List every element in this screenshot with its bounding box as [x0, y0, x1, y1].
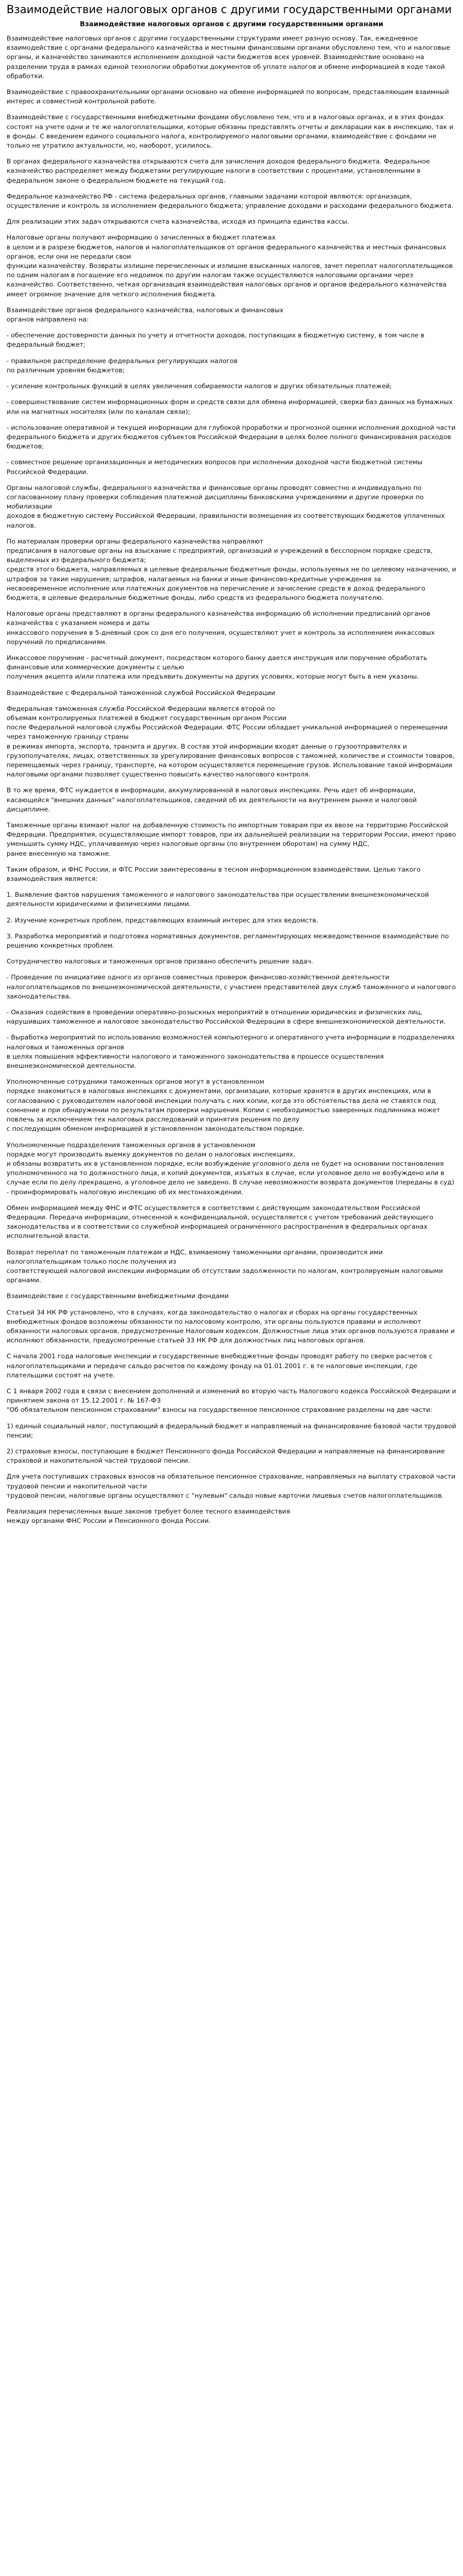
paragraph: Взаимодействие налоговых органов с другими государственными структурами имеет разную основу. Так, ежедневное взаимодействие с органами федерального казначейства и местными финансовыми органами обусловлено тем, что и налоговые органы, и казначейство занимаются исполнением доходной части бюджетов всех уровней. Взаимодействие основано на разделении труда в рамках единой технологии обработки документов об уплате налогов и обмене информацией в коде такой обработки.: [7, 34, 450, 80]
paragraph: В органах федерального казначейства открываются счета для зачисления доходов федерального бюджета. Федеральное казначейство распределяет между бюджетами регулирующие налоги в соответствии с процентами, установленными в федеральном законе о федеральном бюджете на текущий год.: [7, 157, 430, 184]
paragraph: С начала 2001 года налоговые инспекции и государственные внебюджетные фонды проводят работу по сверке расчетов с налогоплательщиками и передаче сальдо расчетов по каждому фонду на 01.01.2001 г. в те налоговые инспекции, где плательщики состоят на учете.: [7, 1352, 433, 1379]
paragraph: 1. Выявление фактов нарушения таможенного и налогового законодательства при осуществлении внешнеэкономической деятельности юридическими и физическими лицами.: [7, 891, 429, 908]
paragraph: Взаимодействие органов федерального казначейства, налоговых и финансовых органов направлено на:: [7, 306, 284, 324]
paragraph: Органы налоговой службы, федерального казначейства и финансовые органы проводят совместно и индивидуально по согласованному плану проверки соблюдения платежной дисциплины банковскими учреждениями и другие проверки по мобилизации доходов в бюджетную систему Российской Федерации, правильности возмещения из соответствующих бюджетов уплаченных налогов.: [7, 483, 445, 529]
paragraph: Уполномоченные сотрудники таможенных органов могут в установленном порядке знакомиться в налоговых инспекциях с документами, организации, которые хранятся в других инспекциях, или в согласованию с руководителем налоговой инспекции получать с них копии, когда это обстоятельства дела не ставятся под сомнение и при обнаружении по результатам проверки нарушения. Копии с необходимостью заверенных подлинника может повлечь за исключением тех налоговых расследований и принятия решения по делу с последующим обменом информацией в установленном законодательством порядке.: [7, 1078, 441, 1133]
paragraph: - Оказания содействия в проведении оперативно-розыскных мероприятий в отношении юридических и физических лиц, нарушивших таможенное и налоговое законодательство Российской Федерации в сфере внешнеэкономической деятельности.: [7, 1008, 446, 1026]
paragraph: Налоговые органы получают информацию о зачисленных в бюджет платежах в целом и в разрезе бюджетов, налогов и налогоплательщиков от органов федерального казначейства и местных финансовых органов, если они не передали свои функции казначейству. Возвраты излишне перечисленных и излишне взысканных налогов, зачет переплат налогоплательщиков по одним налогам в погашение его недоимок по другим налогам также осуществляются налоговыми органами через казначейство. Соответственно, четкая организация взаимодействия налоговых органов и органов федерального казначейства имеет огромное значение для четкого исполнения бюджета.: [7, 233, 453, 298]
paragraph: 2. Изучение конкретных проблем, представляющих взаимный интерес для этих ведомств.: [7, 916, 319, 924]
paragraph: Федеральная таможенная служба Российской Федерации является второй по объемам контролируемых платежей в бюджет государственным органом России после Федеральной налоговой службы Российской Федерации. ФТС России обладает уникальной информацией о перемещении через таможенную границу страны в режимах импорта, экспорта, транзита и других. В состав этой информации входят данные о грузоотправителях и грузополучателях, лицах, ответственных за урегулирование финансовых вопросов с таможней, количестве и стоимости товаров, перемещаемых через границу, транспорте, на котором осуществляется перемещение грузов. Использование такой информации налоговыми органами позволяет существенно повысить качество налогового контроля.: [7, 704, 455, 779]
page-title: Взаимодействие налоговых органов с другими государственными органами: [7, 3, 452, 16]
paragraph: Уполномоченные подразделения таможенных органов в установленном порядке могут производить выемку документов по делам о налоговых инспекциях, и обязаны возвратить их в установленном порядке, если возбуждение уголовного дела не будет на основании постановления уполномоченного на то должностного лица, и копий документов, изъятых в случае, если уголовное дело не возбуждено или в случае если по делу прекращено, а уголовное дело не заведено. В случае невозможности возврата документов (переданы в суд) - проинформировать налоговую инспекцию об их местонахождении.: [7, 1141, 455, 1196]
paragraph: Таможенные органы взимают налог на добавленную стоимость по импортным товарам при их ввозе на территорию Российской Федерации. Предприятия, осуществляющие импорт товаров, при их дальнейшей реализации на территории России, имеют право уменьшить сумму НДС, уплачиваемую через налоговые органы (по внутреннем оборотам) на сумму НДС, ранее внесенную на таможне.: [7, 821, 456, 857]
paragraph: Возврат переплат по таможенным платежам и НДС, взимаемому таможенными органами, производится ими налогоплательщикам только после получения из соответствующей налоговой инспекции информации об отсутствии задолженности по налогам, контролируемым налоговыми органами.: [7, 1248, 443, 1284]
paragraph: По материалам проверки органы федерального казначейства направляют предписания в налоговые органы на взыскание с предприятий, организаций и учреждений в бесспорном порядке средств, выделенных из федерального бюджета; средств этого бюджета, направляемых в целевые федеральные бюджетные фонды, используемых не по целевому назначению, и штрафов за такие нарушения; штрафов, налагаемых на банки и иные финансово-кредитные учреждения за несвоевременное исполнение или платежных документов на перечисление и зачисление средств в доход федерального бюджета, в целевые федеральные бюджетные фонды, либо средств из федерального бюджета получателю.: [7, 537, 456, 601]
article-body: [7, 34, 456, 1526]
paragraph: Взаимодействие с государственными внебюджетными фондами: [7, 1292, 229, 1300]
paragraph: Налоговые органы представляют в органы федерального казначейства информацию об исполнении предписаний органов казначейства с указанием номера и даты инкассового поручения в 5-дневный срок со дня его получения, осуществляют учет и контроль за исполнением инкассовых поручений по предписаниям.: [7, 610, 435, 646]
paragraph: Реализация перечисленных выше законов требует более тесного взаимодействия между органами ФНС России и Пенсионного фонда России.: [7, 1508, 290, 1525]
paragraph: Статьей 34 НК РФ установлено, что в случаях, когда законодательство о налогах и сборах на органы государственных внебюджетных фондов возложены обязанности по налоговому контролю, эти органы пользуются правами и исполняют обязанности налоговых органов, предусмотренные Налоговым кодексом. Должностные лица этих органов пользуются правами и исполняют обязанности, предусмотренные статьей 33 НК РФ для должностных лиц налоговых органов.: [7, 1308, 455, 1345]
paragraph: Таким образом, и ФНС России, и ФТС России заинтересованы в тесном информационном взаимодействии. Целью такого взаимодействия является:: [7, 865, 421, 883]
paragraph: Взаимодействие с Федеральной таможенной службой Российской Федерации: [7, 688, 276, 697]
paragraph: 3. Разработка мероприятий и подготовка нормативных документов, регламентирующих межведомственное взаимодействие по решению конкретных проблем.: [7, 932, 449, 950]
paragraph: В то же время, ФТС нуждается в информации, аккумулированной в налоговых инспекциях. Речь идет об информации, касающейся "внешних данных" налогоплательщиков, сведений об их деятельности на внутреннем рынке и налоговой дисциплине.: [7, 786, 417, 813]
paragraph: - обеспечение достоверности данных по учету и отчетности доходов, поступающих в бюджетную систему, в том числе в федеральный бюджет;: [7, 331, 425, 349]
paragraph: - совершенствование систем информационных форм и средств связи для обмена информацией, сверки баз данных на бумажных или на магнитных носителях (или по каналам связи);: [7, 398, 453, 416]
paragraph: Взаимодействие с правоохранительными органами основано на обмене информацией по вопросам, представляющим взаимный интерес и совместной контрольной работе.: [7, 88, 449, 106]
paragraph: - правильное распределение федеральных регулирующих налогов по различным уровням бюджетов;: [7, 357, 238, 374]
paragraph: - использование оперативной и текущей информации для глубокой проработки и прогнозной оценки исполнения доходной части федерального бюджета и других бюджетов субъектов Российской Федерации в целях более полного финансирования расходов бюджетов;: [7, 423, 456, 451]
paragraph: - Выработка мероприятий по использованию возможностей компьютерного и оперативного учета информации в подразделениях налоговых и таможенных органов в целях повышения эффективности налогового и таможенного законодательства в процессе осуществления внешнеэкономической деятельности.: [7, 1033, 455, 1070]
paragraph: Обмен информацией между ФНС и ФТС осуществляется в соответствии с действующим законодательством Российской Федерации. Передача информации, отнесенной к конфиденциальной, осуществляется с учетом требований действующего законодательства и в соответствии со служебной информацией ограниченного распространения в федеральных органах исполнительной власти.: [7, 1204, 433, 1240]
article-subtitle: Взаимодействие налоговых органов с другими государственными органами: [79, 20, 384, 28]
paragraph: С 1 января 2002 года в связи с внесением дополнений и изменений во вторую часть Налогового кодекса Российской Федерации и принятием закона от 15.12.2001 г. № 167-ФЗ "Об обязательном пенсионном страховании" взносы на государственное пенсионное страхование разделены на две части:: [7, 1387, 456, 1414]
paragraph: Федеральное казначейство РФ - система федеральных органов, главными задачами которой являются: организация, осуществление и контроль за исполнением федерального бюджета; управление доходами и расходами федерального бюджета.: [7, 192, 454, 210]
paragraph: - Проведение по инициативе одного из органов совместных проверок финансово-хозяйственной деятельности налогоплательщиков по внешнеэкономической деятельности, с участием представителей двух служб таможенного и налогового законодательства.: [7, 973, 456, 1000]
paragraph: 2) страховые взносы, поступающие в бюджет Пенсионного фонда Российской Федерации и направляемые на финансирование страховой и накопительной частей трудовой пенсии.: [7, 1447, 445, 1465]
paragraph: Инкассовое поручение - расчетный документ, посредством которого банку дается инструкция или поручение обработать финансовые или коммерческие документы с целью получения акцепта и/или платежа или предъявить документы на других условиях, которые могут быть в нем указаны.: [7, 653, 427, 681]
paragraph: - усиление контрольных функций в целях увеличения собираемости налогов и других обязательных платежей;: [7, 382, 392, 390]
paragraph: 1) единый социальный налог, поступающий в федеральный бюджет и направляемый на финансирование базовой части трудовой пенсии;: [7, 1422, 456, 1439]
paragraph: Взаимодействие с государственными внебюджетными фондами обусловлено тем, что и в налоговых органах, и в этих фондах состоят на учете одни и те же налогоплательщики, которые обязаны представлять отчеты и декларации как в инспекцию, так и в фонды. С введением единого социального налога, контролируемого налоговыми органами, взаимодействие с фондами не только не утратило актуальности, но, наоборот, усилилось.: [7, 113, 454, 150]
paragraph: - совместное решение организационных и методических вопросов при исполнении доходной части бюджетной системы Российской Федерации.: [7, 458, 423, 476]
paragraph: Для реализации этих задач открываются счета казначейства, исходя из принципа единства кассы.: [7, 218, 349, 226]
paragraph: Для учета поступивших страховых взносов на обязательное пенсионное страхование, направляемых на выплату страховой части трудовой пенсии и накопительной части трудовой пенсии, налоговые органы осуществляют с "нулевым" сальдо новые карточки лицевых счетов налогоплательщиков.: [7, 1473, 456, 1499]
paragraph: Сотрудничество налоговых и таможенных органов призвано обеспечить решение задач.: [7, 957, 313, 966]
